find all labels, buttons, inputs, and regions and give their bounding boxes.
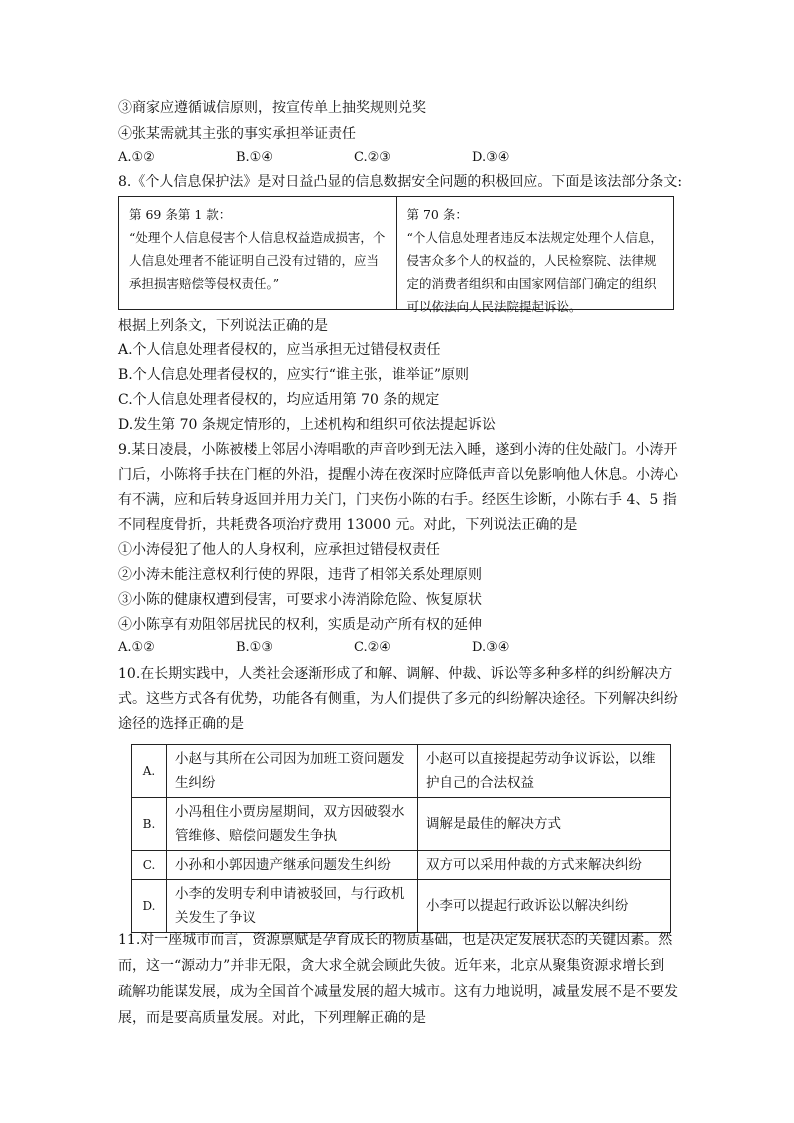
- q10-stem-line-3: 途径的选择正确的是: [118, 716, 244, 732]
- q8-article-69-body: “处理个人信息侵害个人信息权益造成损害，个人信息处理者不能证明自己没有过错的，应当承担损害赔偿等侵权责任。”: [129, 230, 386, 291]
- q10-row-a-case: 小赵与其所在公司因为加班工资问题发生纠纷: [167, 745, 418, 798]
- q7-choices: [118, 148, 590, 168]
- q11-stem-line-2: 而，这一“源动力”并非无限，贪大求全就会顾此失彼。近年来，北京从聚集资源求增长到: [118, 958, 665, 974]
- q10-stem-line-1: 10.在长期实践中，人类社会逐渐形成了和解、调解、仲裁、诉讼等多种多样的纠纷解决方: [118, 666, 673, 682]
- q9-choice-c: C.②④: [354, 640, 391, 655]
- q8-article-70: [396, 197, 674, 314]
- q9-choice-b: B.①③: [236, 640, 273, 655]
- q9-statement-2: ②小涛未能注意权利行使的界限，违背了相邻关系处理原则: [118, 567, 482, 583]
- q11-stem-line-1: 11.对一座城市而言，资源禀赋是孕育成长的物质基础，也是决定发展状态的关键因素。然: [118, 932, 673, 948]
- q7-choice-d: D.③④: [472, 150, 510, 165]
- q8-article-69-title: 第 69 条第 1 款：: [129, 207, 232, 222]
- q8-article-70-body: “个人信息处理者违反本法规定处理个人信息，侵害众多个人的权益的，人民检察院、法律规定的消费者组织和由国家网信部门确定的组织可以依法向人民法院提起诉讼。: [406, 230, 663, 314]
- q10-row-b-case: 小冯租住小贾房屋期间，双方因破裂水管维修、赔偿问题发生争执: [167, 798, 418, 851]
- q9-stem-line-4: 不同程度骨折，共耗费各项治疗费用 13000 元。对此，下列说法正确的是: [118, 517, 578, 533]
- q10-row-c-answer: 双方可以采用仲裁的方式来解决纠纷: [418, 851, 671, 880]
- table-row: [132, 880, 671, 933]
- q9-choice-a: A.①②: [118, 640, 155, 655]
- q9-stem-line-2: 门后，小陈将手扶在门框的外沿，提醒小涛在夜深时应降低声音以免影响他人休息。小涛心: [118, 467, 678, 483]
- q7-choice-b: B.①④: [236, 150, 273, 165]
- q9-choice-d: D.③④: [472, 640, 510, 655]
- q10-row-b-key: B.: [132, 798, 167, 851]
- q8-article-boxes: [118, 196, 674, 314]
- table-row: [132, 745, 671, 798]
- q8-article-70-title: 第 70 条：: [406, 207, 468, 222]
- q10-row-d-key: D.: [132, 880, 167, 933]
- q9-choices: [118, 638, 590, 658]
- q10-row-c-case: 小孙和小郭因遗产继承问题发生纠纷: [167, 851, 418, 880]
- q11-stem-line-3: 疏解功能谋发展，成为全国首个减量发展的超大城市。这有力地说明，减量发展不是不要发: [118, 984, 678, 1000]
- q7-choice-a: A.①②: [118, 150, 155, 165]
- q10-row-d-answer: 小李可以提起行政诉讼以解决纠纷: [418, 880, 671, 933]
- q9-statement-3: ③小陈的健康权遭到侵害，可要求小涛消除危险、恢复原状: [118, 592, 482, 608]
- q10-stem-line-2: 式。这些方式各有优势，功能各有侧重，为人们提供了多元的纠纷解决途径。下列解决纠纷: [118, 691, 678, 707]
- table-row: [132, 851, 671, 880]
- q9-statement-4: ④小陈享有劝阻邻居扰民的权利，实质是动产所有权的延伸: [118, 617, 482, 633]
- q7-choice-c: C.②③: [354, 150, 391, 165]
- q8-stem: 8.《个人信息保护法》是对日益凸显的信息数据安全问题的积极回应。下面是该法部分条文:: [118, 174, 683, 190]
- q9-stem-line-3: 有不满，应和后转身返回并用力关门，门夹伤小陈的右手。经医生诊断，小陈右手 4、5 指: [118, 492, 677, 508]
- q7-option-3: ③商家应遵循诚信原则，按宣传单上抽奖规则兑奖: [118, 100, 426, 116]
- q8-option-b: B.个人信息处理者侵权的，应实行“谁主张，谁举证”原则: [118, 367, 470, 383]
- table-row: [132, 798, 671, 851]
- q10-row-a-key: A.: [132, 745, 167, 798]
- q10-row-d-case: 小李的发明专利申请被驳回，与行政机关发生了争议: [167, 880, 418, 933]
- q10-row-b-answer: 调解是最佳的解决方式: [418, 798, 671, 851]
- q8-option-a: A.个人信息处理者侵权的，应当承担无过错侵权责任: [118, 342, 441, 358]
- q10-row-c-key: C.: [132, 851, 167, 880]
- q8-option-d: D.发生第 70 条规定情形的，上述机构和组织可依法提起诉讼: [118, 417, 496, 433]
- q8-option-c: C.个人信息处理者侵权的，均应适用第 70 条的规定: [118, 392, 440, 408]
- q8-question: 根据上列条文，下列说法正确的是: [118, 318, 328, 334]
- q9-stem-line-1: 9.某日凌晨，小陈被楼上邻居小涛唱歌的声音吵到无法入睡，遂到小涛的住处敲门。小涛开: [118, 442, 678, 458]
- q7-option-4: ④张某需就其主张的事实承担举证责任: [118, 126, 356, 142]
- q8-article-69: [119, 197, 396, 309]
- q10-row-a-answer: 小赵可以直接提起劳动争议诉讼，以维护自己的合法权益: [418, 745, 671, 798]
- q9-statement-1: ①小涛侵犯了他人的人身权利，应承担过错侵权责任: [118, 542, 440, 558]
- q11-stem-line-4: 展，而是要高质量发展。对此，下列理解正确的是: [118, 1010, 426, 1026]
- q10-options-table: [131, 744, 671, 933]
